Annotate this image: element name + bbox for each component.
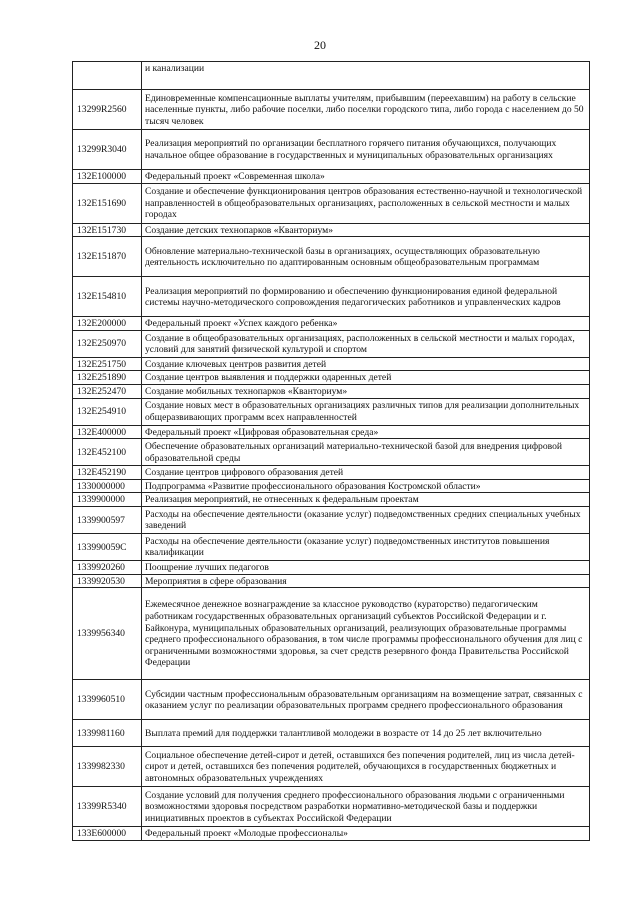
description-cell: Федеральный проект «Молодые профессионалы» [142, 827, 590, 841]
budget-code-cell [73, 62, 142, 90]
table-row [73, 277, 590, 317]
budget-code-cell: 132E251890 [73, 371, 142, 385]
budget-code-cell: 132E154810 [73, 277, 142, 317]
budget-code-cell: 1339960510 [73, 680, 142, 720]
table-row [73, 170, 590, 184]
description-cell: Создание центров цифрового образования детей [142, 466, 590, 480]
budget-code-cell: 1339920530 [73, 574, 142, 588]
budget-code-cell: 1339900000 [73, 493, 142, 507]
table-row [73, 479, 590, 493]
table-row [73, 223, 590, 237]
table-row [73, 183, 590, 223]
description-cell: Обновление материально-технической базы в организациях, осуществляющих образовательную деятельность исключительно по адаптированным основным общеобразовательным программам [142, 237, 590, 277]
table-row [73, 560, 590, 574]
budget-code-cell: 132E250970 [73, 330, 142, 357]
description-cell: Расходы на обеспечение деятельности (оказание услуг) подведомственных институтов повышения квалификации [142, 533, 590, 560]
description-cell: Создание ключевых центров развития детей [142, 357, 590, 371]
table-row [73, 130, 590, 170]
table-row [73, 439, 590, 466]
description-cell: Создание новых мест в образовательных организациях различных типов для реализации дополнительных общеразвивающих программ всех направленностей [142, 398, 590, 425]
table-row [73, 237, 590, 277]
table-row [73, 588, 590, 680]
budget-code-cell: 132E252470 [73, 384, 142, 398]
budget-code-cell: 1339982330 [73, 747, 142, 787]
table-row [73, 720, 590, 747]
description-cell: Реализация мероприятий по формированию и обеспечению функционирования единой федеральной системы научно-методического сопровождения педагогических работников и управленческих кадров [142, 277, 590, 317]
table-row [73, 371, 590, 385]
description-cell: Мероприятия в сфере образования [142, 574, 590, 588]
description-cell: Единовременные компенсационные выплаты учителям, прибывшим (переехавшим) на работу в сельские населенные пункты, либо рабочие поселки, либо поселки городского типа, либо города с населением до 50 тысяч человек [142, 90, 590, 130]
budget-code-table [72, 61, 590, 841]
description-cell: Субсидии частным профессиональным образовательным организациям на возмещение затрат, связанных с оказанием услуг по реализации образовательных программ среднего профессионального образования [142, 680, 590, 720]
table-row [73, 827, 590, 841]
description-cell: Реализация мероприятий, не отнесенных к федеральным проектам [142, 493, 590, 507]
description-cell: Расходы на обеспечение деятельности (оказание услуг) подведомственных средних специальных учебных заведений [142, 506, 590, 533]
table-row [73, 317, 590, 331]
description-cell: Подпрограмма «Развитие профессионального образования Костромской области» [142, 479, 590, 493]
table-row [73, 90, 590, 130]
budget-code-cell: 13399R5340 [73, 787, 142, 827]
table-row [73, 466, 590, 480]
budget-code-cell: 132E100000 [73, 170, 142, 184]
budget-code-cell: 13299R2560 [73, 90, 142, 130]
budget-code-cell: 1339956340 [73, 588, 142, 680]
budget-code-cell: 132E151730 [73, 223, 142, 237]
table-row [73, 398, 590, 425]
description-cell: Поощрение лучших педагогов [142, 560, 590, 574]
budget-code-cell: 132E200000 [73, 317, 142, 331]
description-cell: и канализации [142, 62, 590, 90]
description-cell: Создание центров выявления и поддержки одаренных детей [142, 371, 590, 385]
budget-code-cell: 1339981160 [73, 720, 142, 747]
description-cell: Социальное обеспечение детей-сирот и детей, оставшихся без попечения родителей, лиц из числа детей-сирот и детей, оставшихся без попечения родителей, обучающихся в государственных бюджетных и автономных образовательных учреждениях [142, 747, 590, 787]
budget-code-cell: 132E400000 [73, 425, 142, 439]
budget-code-cell: 132E452100 [73, 439, 142, 466]
description-cell: Федеральный проект «Успех каждого ребенка» [142, 317, 590, 331]
table-row [73, 357, 590, 371]
table-row [73, 62, 590, 90]
table-row [73, 330, 590, 357]
table-row [73, 574, 590, 588]
description-cell: Создание в общеобразовательных организациях, расположенных в сельской местности и малых городах, условий для занятий физической культурой и спортом [142, 330, 590, 357]
page-number: 20 [314, 38, 326, 52]
table-row [73, 747, 590, 787]
description-cell: Создание и обеспечение функционирования центров образования естественно-научной и технологической направленностей в общеобразовательных организациях, расположенных в сельской местности и малых городах [142, 183, 590, 223]
table-row [73, 425, 590, 439]
table-row [73, 533, 590, 560]
table-row [73, 680, 590, 720]
table-row [73, 493, 590, 507]
description-cell: Обеспечение образовательных организаций материально-технической базой для внедрения цифровой образовательной среды [142, 439, 590, 466]
budget-code-cell: 1339920260 [73, 560, 142, 574]
budget-code-cell: 133E600000 [73, 827, 142, 841]
budget-code-cell: 1339900597 [73, 506, 142, 533]
table-row [73, 787, 590, 827]
table-row [73, 384, 590, 398]
table-row [73, 506, 590, 533]
budget-code-cell: 132E251750 [73, 357, 142, 371]
description-cell: Ежемесячное денежное вознаграждение за классное руководство (кураторство) педагогическим работникам государственных образовательных организаций субъектов Российской Федерации и г. Байконура, муниципальных образовательных организаций, реализующих образовательные программы среднего профессионального образования, в том числе программы профессионального обучения для лиц с ограниченными возможностями здоровья, за счет средств резервного фонда Правительства Российской Федерации [142, 588, 590, 680]
budget-code-cell: 13299R3040 [73, 130, 142, 170]
description-cell: Создание условий для получения среднего профессионального образования людьми с ограниченными возможностями здоровья посредством разработки нормативно-методической базы и поддержки инициативных проектов в субъектах Российской Федерации [142, 787, 590, 827]
budget-code-cell: 1330000000 [73, 479, 142, 493]
budget-code-cell: 132E254910 [73, 398, 142, 425]
description-cell: Федеральный проект «Современная школа» [142, 170, 590, 184]
description-cell: Создание детских технопарков «Кванториум» [142, 223, 590, 237]
description-cell: Реализация мероприятий по организации бесплатного горячего питания обучающихся, получающих начальное общее образование в государственных и муниципальных образовательных организациях [142, 130, 590, 170]
budget-code-cell: 132E151690 [73, 183, 142, 223]
description-cell: Выплата премий для поддержки талантливой молодежи в возрасте от 14 до 25 лет включительно [142, 720, 590, 747]
budget-code-cell: 133990059С [73, 533, 142, 560]
description-cell: Федеральный проект «Цифровая образовательная среда» [142, 425, 590, 439]
budget-code-cell: 132E452190 [73, 466, 142, 480]
budget-code-cell: 132E151870 [73, 237, 142, 277]
description-cell: Создание мобильных технопарков «Кванториум» [142, 384, 590, 398]
